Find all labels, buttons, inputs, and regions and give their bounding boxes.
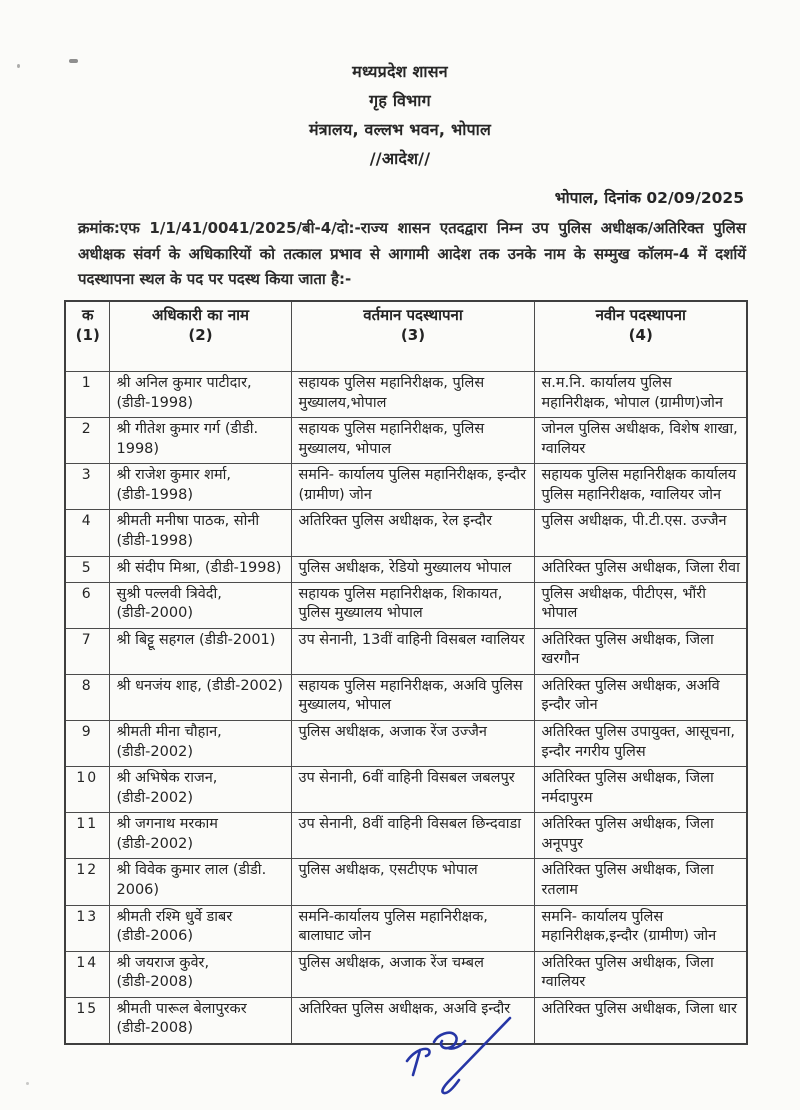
- posting-table-header: [65, 301, 747, 372]
- new-posting-cell: सहायक पुलिस महानिरीक्षक कार्यालय पुलिस महानिरीक्षक, ग्वालियर जोन: [534, 464, 747, 510]
- current-posting-cell: पुलिस अधीक्षक, एसटीएफ भोपाल: [291, 859, 534, 905]
- officer-name-cell: श्री अभिषेक राजन, (डीडी-2002): [109, 767, 291, 813]
- new-posting-cell: अतिरिक्त पुलिस अधीक्षक, जिला रीवा: [534, 556, 747, 582]
- new-posting-cell: स.म.नि. कार्यालय पुलिस महानिरीक्षक, भोपाल (ग्रामीण)जोन: [534, 372, 747, 418]
- table-row: [65, 674, 747, 720]
- current-posting-cell: पुलिस अधीक्षक, अजाक रेंज चम्बल: [291, 951, 534, 997]
- header-new-posting: [534, 301, 747, 372]
- current-posting-cell: सहायक पुलिस महानिरीक्षक, पुलिस मुख्यालय,भोपाल: [291, 372, 534, 418]
- current-posting-cell: समनि- कार्यालय पुलिस महानिरीक्षक, इन्दौर (ग्रामीण) जोन: [291, 464, 534, 510]
- new-posting-cell: पुलिस अधीक्षक, पीटीएस, भौंरी भोपाल: [534, 582, 747, 628]
- header-serial-num: (1): [75, 325, 100, 344]
- table-row: [65, 951, 747, 997]
- serial-cell: 5: [65, 556, 109, 582]
- place-date-line: भोपाल, दिनांक 02/09/2025: [554, 189, 744, 207]
- table-row: [65, 582, 747, 628]
- officer-name-cell: श्रीमती पारूल बेलापुरकर (डीडी-2008): [109, 997, 291, 1044]
- department-title: गृह विभाग: [369, 91, 431, 110]
- new-posting-cell: जोनल पुलिस अधीक्षक, विशेष शाखा, ग्वालियर: [534, 418, 747, 464]
- table-row: [65, 372, 747, 418]
- government-title: मध्यप्रदेश शासन: [352, 62, 448, 81]
- officer-name-cell: श्रीमती रश्मि धुर्वे डाबर (डीडी-2006): [109, 905, 291, 951]
- current-posting-cell: उप सेनानी, 8वीं वाहिनी विसबल छिन्दवाडा: [291, 813, 534, 859]
- current-posting-cell: उप सेनानी, 6वीं वाहिनी विसबल जबलपुर: [291, 767, 534, 813]
- officer-name-cell: श्री धनजंय शाह, (डीडी-2002): [109, 674, 291, 720]
- header-current-posting-label: वर्तमान पदस्थापना: [363, 306, 463, 324]
- current-posting-cell: अतिरिक्त पुलिस अधीक्षक, रेल इन्दौर: [291, 510, 534, 556]
- header-new-posting-num: (4): [628, 325, 653, 344]
- new-posting-cell: समनि- कार्यालय पुलिस महानिरीक्षक,इन्दौर (ग्रामीण) जोन: [534, 905, 747, 951]
- current-posting-cell: सहायक पुलिस महानिरीक्षक, अअवि पुलिस मुख्यालय, भोपाल: [291, 674, 534, 720]
- current-posting-cell: उप सेनानी, 13वीं वाहिनी विसबल ग्वालियर: [291, 628, 534, 674]
- serial-cell: 4: [65, 510, 109, 556]
- officer-name-cell: श्री विवेक कुमार लाल (डीडी. 2006): [109, 859, 291, 905]
- new-posting-cell: अतिरिक्त पुलिस अधीक्षक, जिला ग्वालियर: [534, 951, 747, 997]
- header-new-posting-label: नवीन पदस्थापना: [595, 306, 686, 324]
- officer-name-cell: श्री जगनाथ मरकाम (डीडी-2002): [109, 813, 291, 859]
- table-row: [65, 556, 747, 582]
- officer-name-cell: श्री बिट्टू सहगल (डीडी-2001): [109, 628, 291, 674]
- officer-name-cell: श्री जयराज कुवेर, (डीडी-2008): [109, 951, 291, 997]
- officer-name-cell: श्री संदीप मिश्रा, (डीडी-1998): [109, 556, 291, 582]
- serial-cell: 8: [65, 674, 109, 720]
- current-posting-cell: पुलिस अधीक्षक, अजाक रेंज उज्जैन: [291, 721, 534, 767]
- order-caption: //आदेश//: [369, 149, 431, 168]
- new-posting-cell: अतिरिक्त पुलिस उपायुक्त, आसूचना, इन्दौर नगरीय पुलिस: [534, 721, 747, 767]
- table-row: [65, 510, 747, 556]
- officer-name-cell: श्री राजेश कुमार शर्मा, (डीडी-1998): [109, 464, 291, 510]
- table-row: [65, 813, 747, 859]
- serial-cell: 1: [65, 372, 109, 418]
- table-row: [65, 628, 747, 674]
- serial-cell: 3: [65, 464, 109, 510]
- header-current-posting: [291, 301, 534, 372]
- serial-cell: 12: [65, 859, 109, 905]
- serial-cell: 13: [65, 905, 109, 951]
- serial-cell: 15: [65, 997, 109, 1044]
- table-body: [65, 372, 747, 1045]
- header-officer-name-num: (2): [188, 325, 213, 344]
- table-row: [65, 997, 747, 1044]
- serial-cell: 7: [65, 628, 109, 674]
- serial-cell: 2: [65, 418, 109, 464]
- officer-name-cell: सुश्री पल्लवी त्रिवेदी, (डीडी-2000): [109, 582, 291, 628]
- serial-cell: 11: [65, 813, 109, 859]
- current-posting-cell: सहायक पुलिस महानिरीक्षक, पुलिस मुख्यालय, भोपाल: [291, 418, 534, 464]
- new-posting-cell: अतिरिक्त पुलिस अधीक्षक, जिला खरगौन: [534, 628, 747, 674]
- header-current-posting-num: (3): [400, 325, 426, 344]
- officer-name-cell: श्रीमती मीना चौहान, (डीडी-2002): [109, 721, 291, 767]
- current-posting-cell: सहायक पुलिस महानिरीक्षक, शिकायत, पुलिस मुख्यालय भोपाल: [291, 582, 534, 628]
- serial-cell: 6: [65, 582, 109, 628]
- new-posting-cell: अतिरिक्त पुलिस अधीक्षक, जिला धार: [534, 997, 747, 1044]
- scan-speck: [26, 1082, 29, 1085]
- new-posting-cell: अतिरिक्त पुलिस अधीक्षक, जिला अनूपपुर: [534, 813, 747, 859]
- table-row: [65, 464, 747, 510]
- header-officer-name-label: अधिकारी का नाम: [151, 306, 250, 324]
- document-header: [0, 57, 800, 173]
- officer-name-cell: श्री गीतेश कुमार गर्ग (डीडी. 1998): [109, 418, 291, 464]
- header-officer-name: [109, 301, 291, 372]
- order-number-paragraph: क्रमांक:एफ 1/1/41/0041/2025/बी-4/दो:-राज्य शासन एतदद्वारा निम्न उप पुलिस अधीक्षक/अतिरिक्त पुलिस अधीक्षक संवर्ग के अधिकारियों को तत्काल प्रभाव से आगामी आदेश तक उनके नाम के सम्मुख कॉलम-4 में दर्शायें पदस्थापना स्थल के पद पर पदस्थ किया जाता है:-: [78, 219, 746, 288]
- current-posting-cell: समनि-कार्यालय पुलिस महानिरीक्षक, बालाघाट जोन: [291, 905, 534, 951]
- current-posting-cell: अतिरिक्त पुलिस अधीक्षक, अअवि इन्दौर: [291, 997, 534, 1044]
- new-posting-cell: अतिरिक्त पुलिस अधीक्षक, जिला नर्मदापुरम: [534, 767, 747, 813]
- office-address: मंत्रालय, वल्लभ भवन, भोपाल: [308, 120, 492, 139]
- header-serial-label: क: [81, 306, 94, 324]
- officer-name-cell: श्री अनिल कुमार पाटीदार, (डीडी-1998): [109, 372, 291, 418]
- table-row: [65, 418, 747, 464]
- serial-cell: 10: [65, 767, 109, 813]
- posting-table: [64, 300, 748, 1045]
- current-posting-cell: पुलिस अधीक्षक, रेडियो मुख्यालय भोपाल: [291, 556, 534, 582]
- serial-cell: 14: [65, 951, 109, 997]
- header-serial: [65, 301, 109, 372]
- officer-name-cell: श्रीमती मनीषा पाठक, सोनी (डीडी-1998): [109, 510, 291, 556]
- serial-cell: 9: [65, 721, 109, 767]
- new-posting-cell: अतिरिक्त पुलिस अधीक्षक, अअवि इन्दौर जोन: [534, 674, 747, 720]
- new-posting-cell: अतिरिक्त पुलिस अधीक्षक, जिला रतलाम: [534, 859, 747, 905]
- table-row: [65, 859, 747, 905]
- table-row: [65, 905, 747, 951]
- table-row: [65, 767, 747, 813]
- header-row: [65, 301, 747, 372]
- new-posting-cell: पुलिस अधीक्षक, पी.टी.एस. उज्जैन: [534, 510, 747, 556]
- table-row: [65, 721, 747, 767]
